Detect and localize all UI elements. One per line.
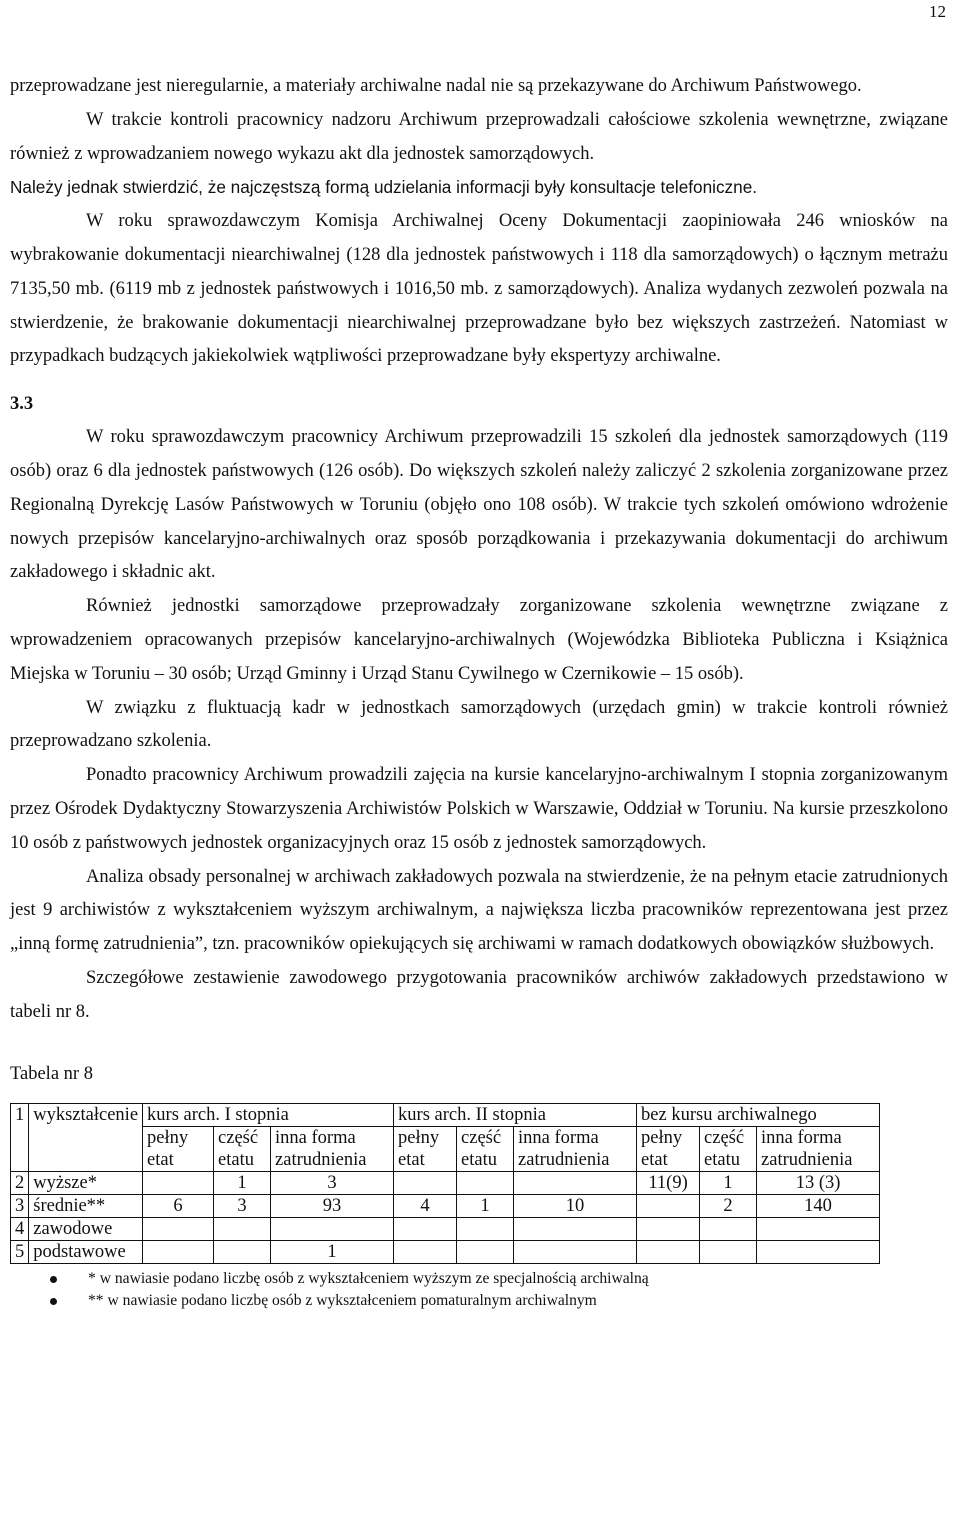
table-cell [700, 1217, 757, 1240]
table-cell: 10 [514, 1194, 637, 1217]
paragraph: W związku z fluktuacją kadr w jednostkach samorządowych (urzędach gmin) w trakcie kontroli również przeprowadzano szkolenia. [10, 697, 948, 752]
subcolumn-header: pełny etat [143, 1126, 214, 1171]
table-cell [394, 1171, 457, 1194]
paragraph: W roku sprawozdawczym Komisja Archiwalnej Oceny Dokumentacji zaopiniowała 246 wniosków na wybrakowanie dokumentacji niearchiwalnej (128 dla jednostek państwowych i 118 dla samorządowych) o łącznym metrażu 7135,50 mb. (6119 mb z jednostek państwowych i 1016,50 mb. z samorządowych). Analiza wydanych zezwoleń pozwala na stwierdzenie, że brakowanie dokumentacji niearchiwalnej przeprowadzane było bez większych zastrzeżeń. Natomiast w przypadkach budzących jakiekolwiek wątpliwości przeprowadzane były ekspertyzy archiwalne. [10, 211, 948, 367]
table-cell: 3 [214, 1194, 271, 1217]
table-cell [757, 1217, 880, 1240]
body-text [10, 70, 948, 1312]
table-cell: 93 [271, 1194, 394, 1217]
table-row [11, 1194, 880, 1217]
paragraph: Ponadto pracownicy Archiwum prowadzili zajęcia na kursie kancelaryjno-archiwalnym I stopnia zorganizowanym przez Ośrodek Dydaktyczny Stowarzyszenia Archiwistów Polskich w Warszawie, Oddział w Toruniu. Na kursie przeszkolono 10 osób z państwowych jednostek organizacyjnych oraz 15 osób z jednostek samorządowych. [10, 765, 948, 853]
table-cell: 3 [271, 1171, 394, 1194]
row-label: zawodowe [29, 1217, 143, 1240]
header-index: 1 [11, 1103, 29, 1171]
table-cell [514, 1171, 637, 1194]
education-table [10, 1103, 880, 1264]
footnote [50, 1290, 948, 1312]
row-index: 3 [11, 1194, 29, 1217]
row-index: 2 [11, 1171, 29, 1194]
subcolumn-header: inna forma zatrudnienia [757, 1126, 880, 1171]
table-cell [214, 1217, 271, 1240]
paragraph: Również jednostki samorządowe przeprowadzały zorganizowane szkolenia wewnętrzne związane z wprowadzeniem opracowanych przepisów kancelaryjno-archiwalnych (Wojewódzka Biblioteka Publiczna i Książnica Miejska w Toruniu – 30 osób; Urząd Gminny i Urząd Stanu Cywilnego w Czernikowie – 15 osób). [10, 596, 948, 684]
subcolumn-header: część etatu [214, 1126, 271, 1171]
table-cell [457, 1217, 514, 1240]
subcolumn-header: część etatu [457, 1126, 514, 1171]
table-cell [700, 1240, 757, 1263]
table-cell [394, 1240, 457, 1263]
subcolumn-header: część etatu [700, 1126, 757, 1171]
table-cell [637, 1240, 700, 1263]
row-label: podstawowe [29, 1240, 143, 1263]
table-cell: 1 [700, 1171, 757, 1194]
paragraph: Należy jednak stwierdzić, że najczęstszą formą udzielania informacji były konsultacje telefoniczne. [10, 177, 758, 198]
paragraph: przeprowadzane jest nieregularnie, a materiały archiwalne nadal nie są przekazywane do Archiwum Państwowego. [10, 76, 862, 96]
section-number: 3.3 [10, 394, 34, 415]
table-cell: 1 [271, 1240, 394, 1263]
row-index: 5 [11, 1240, 29, 1263]
table-caption: Tabela nr 8 [10, 1063, 93, 1084]
paragraph: W trakcie kontroli pracownicy nadzoru Archiwum przeprowadzali całościowe szkolenia wewnętrzne, związane również z wprowadzaniem nowego wykazu akt dla jednostek samorządowych. [10, 109, 948, 164]
table-cell [457, 1171, 514, 1194]
table-row [11, 1171, 880, 1194]
table-cell [637, 1194, 700, 1217]
table-cell: 6 [143, 1194, 214, 1217]
table-cell [214, 1240, 271, 1263]
table-cell: 13 (3) [757, 1171, 880, 1194]
table-cell [457, 1240, 514, 1263]
table-cell [514, 1240, 637, 1263]
paragraph: Szczegółowe zestawienie zawodowego przygotowania pracowników archiwów zakładowych przedstawiono w tabeli nr 8. [10, 967, 948, 1022]
table-header-row [11, 1103, 880, 1126]
subcolumn-header: pełny etat [394, 1126, 457, 1171]
footnote-text: * w nawiasie podano liczbę osób z wykształceniem wyższym ze specjalnością archiwalną [88, 1269, 649, 1287]
group-header: kurs arch. I stopnia [143, 1103, 394, 1126]
paragraph: Analiza obsady personalnej w archiwach zakładowych pozwala na stwierdzenie, że na pełnym etacie zatrudnionych jest 9 archiwistów z wykształceniem wyższym archiwalnym, a największa liczba pracowników reprezentowana jest przez „inną formę zatrudnienia”, tzn. pracowników opiekujących się archiwami w ramach dodatkowych obowiązków służbowych. [10, 866, 948, 955]
row-label: średnie** [29, 1194, 143, 1217]
table-cell [143, 1217, 214, 1240]
table-cell: 1 [214, 1171, 271, 1194]
table-row [11, 1217, 880, 1240]
table-body [11, 1171, 880, 1263]
table-cell: 11(9) [637, 1171, 700, 1194]
paragraph: W roku sprawozdawczym pracownicy Archiwum przeprowadzili 15 szkoleń dla jednostek samorządowych (119 osób) oraz 6 dla jednostek państwowych (126 osób). Do większych szkoleń należy zaliczyć 2 szkolenia zorganizowane przez Regionalną Dyrekcję Lasów Państwowych w Toruniu (objęło ono 108 osób). W trakcie tych szkoleń omówiono wdrożenie nowych przepisów kancelaryjno-archiwalnych oraz sposób porządkowania i przekazywania dokumentacji do archiwum zakładowego i składnic akt. [10, 427, 948, 583]
table-cell [757, 1240, 880, 1263]
table-cell [637, 1217, 700, 1240]
group-header: kurs arch. II stopnia [394, 1103, 637, 1126]
table-cell [143, 1171, 214, 1194]
subcolumn-header: inna forma zatrudnienia [271, 1126, 394, 1171]
row-index: 4 [11, 1217, 29, 1240]
table-cell: 4 [394, 1194, 457, 1217]
table-cell [143, 1240, 214, 1263]
subcolumn-header: inna forma zatrudnienia [514, 1126, 637, 1171]
footnote [50, 1268, 948, 1290]
table-cell [394, 1217, 457, 1240]
footnote-text: ** w nawiasie podano liczbę osób z wykształceniem pomaturalnym archiwalnym [88, 1291, 597, 1309]
table-cell [514, 1217, 637, 1240]
page-number: 12 [929, 2, 946, 21]
bullet-icon [50, 1276, 57, 1283]
bullet-icon [50, 1298, 57, 1305]
header-label: wykształcenie [29, 1103, 143, 1171]
table-cell: 140 [757, 1194, 880, 1217]
footnotes [50, 1268, 948, 1312]
table-cell [271, 1217, 394, 1240]
row-label: wyższe* [29, 1171, 143, 1194]
subcolumn-header: pełny etat [637, 1126, 700, 1171]
table-cell: 2 [700, 1194, 757, 1217]
group-header: bez kursu archiwalnego [637, 1103, 880, 1126]
table-row [11, 1240, 880, 1263]
table-cell: 1 [457, 1194, 514, 1217]
